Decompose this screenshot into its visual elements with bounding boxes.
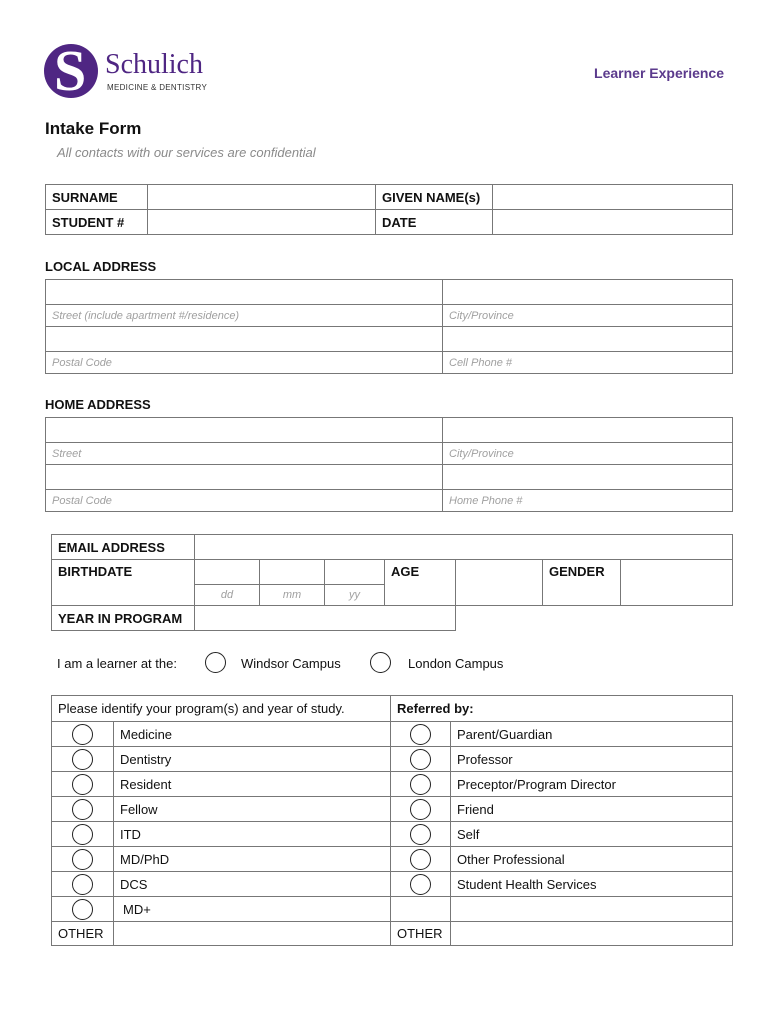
program-dcs-label: DCS (114, 872, 391, 897)
cell-phone-field[interactable] (443, 327, 733, 352)
referred-self-label: Self (451, 822, 733, 847)
local-address-table (45, 279, 733, 374)
home-address-table (45, 417, 733, 512)
local-city-field[interactable] (443, 280, 733, 305)
birthdate-mm-field[interactable] (260, 560, 325, 585)
learner-experience-label: Learner Experience (594, 65, 724, 81)
program-medicine-label: Medicine (114, 722, 391, 747)
student-health-services-radio[interactable] (410, 874, 431, 895)
birthdate-dd-caption: dd (195, 585, 260, 606)
referred-professor-label: Professor (451, 747, 733, 772)
home-phone-caption: Home Phone # (443, 490, 733, 512)
dcs-radio[interactable] (72, 874, 93, 895)
cell-phone-caption: Cell Phone # (443, 352, 733, 374)
fellow-radio[interactable] (72, 799, 93, 820)
self-radio[interactable] (410, 824, 431, 845)
program-resident-label: Resident (114, 772, 391, 797)
program-heading: Please identify your program(s) and year of study. (52, 696, 391, 722)
age-field[interactable] (456, 560, 543, 606)
dentistry-radio[interactable] (72, 749, 93, 770)
birthdate-dd-field[interactable] (195, 560, 260, 585)
home-address-heading: HOME ADDRESS (45, 397, 151, 412)
schulich-logo (44, 38, 214, 103)
campus-label: I am a learner at the: (57, 656, 177, 671)
home-phone-field[interactable] (443, 465, 733, 490)
program-other-label: OTHER (52, 922, 114, 946)
local-street-field[interactable] (46, 280, 443, 305)
professor-radio[interactable] (410, 749, 431, 770)
resident-radio[interactable] (72, 774, 93, 795)
student-number-label: STUDENT # (46, 210, 148, 235)
london-campus-radio[interactable] (370, 652, 391, 673)
program-md-plus-label: MD+ (114, 897, 391, 922)
program-fellow-label: Fellow (114, 797, 391, 822)
year-in-program-field[interactable] (195, 606, 456, 631)
surname-field[interactable] (148, 185, 376, 210)
referred-other-professional-label: Other Professional (451, 847, 733, 872)
surname-label: SURNAME (46, 185, 148, 210)
london-campus-label: London Campus (408, 656, 504, 671)
friend-radio[interactable] (410, 799, 431, 820)
email-field[interactable] (195, 535, 733, 560)
date-field[interactable] (493, 210, 733, 235)
md-phd-radio[interactable] (72, 849, 93, 870)
local-street-caption: Street (include apartment #/residence) (46, 305, 443, 327)
referred-student-health-label: Student Health Services (451, 872, 733, 897)
student-number-field[interactable] (148, 210, 376, 235)
medicine-radio[interactable] (72, 724, 93, 745)
personal-info-table (51, 534, 733, 631)
windsor-campus-radio[interactable] (205, 652, 226, 673)
home-street-field[interactable] (46, 418, 443, 443)
identity-table (45, 184, 733, 235)
referred-preceptor-label: Preceptor/Program Director (451, 772, 733, 797)
logo-brand-subtitle: MEDICINE & DENTISTRY (107, 83, 208, 92)
date-label: DATE (376, 210, 493, 235)
parent-guardian-radio[interactable] (410, 724, 431, 745)
birthdate-yy-caption: yy (325, 585, 385, 606)
local-postal-caption: Postal Code (46, 352, 443, 374)
birthdate-yy-field[interactable] (325, 560, 385, 585)
local-city-caption: City/Province (443, 305, 733, 327)
birthdate-label: BIRTHDATE (52, 560, 195, 606)
gender-label: GENDER (543, 560, 621, 606)
program-dentistry-label: Dentistry (114, 747, 391, 772)
gender-field[interactable] (621, 560, 733, 606)
given-names-field[interactable] (493, 185, 733, 210)
schulich-logo-mark: S (44, 44, 98, 98)
windsor-campus-label: Windsor Campus (241, 656, 341, 671)
home-postal-caption: Postal Code (46, 490, 443, 512)
referred-parent-label: Parent/Guardian (451, 722, 733, 747)
home-postal-field[interactable] (46, 465, 443, 490)
birthdate-mm-caption: mm (260, 585, 325, 606)
program-other-field[interactable] (114, 922, 391, 946)
program-itd-label: ITD (114, 822, 391, 847)
year-in-program-label: YEAR IN PROGRAM (52, 606, 195, 631)
referred-other-label: OTHER (391, 922, 451, 946)
given-names-label: GIVEN NAME(s) (376, 185, 493, 210)
referred-friend-label: Friend (451, 797, 733, 822)
preceptor-radio[interactable] (410, 774, 431, 795)
form-title: Intake Form (45, 119, 142, 138)
program-md-phd-label: MD/PhD (114, 847, 391, 872)
program-referral-table (51, 695, 733, 946)
email-label: EMAIL ADDRESS (52, 535, 195, 560)
home-street-caption: Street (46, 443, 443, 465)
local-address-heading: LOCAL ADDRESS (45, 259, 157, 274)
home-city-field[interactable] (443, 418, 733, 443)
itd-radio[interactable] (72, 824, 93, 845)
age-label: AGE (385, 560, 456, 606)
logo-brand-name: Schulich (105, 49, 203, 80)
local-postal-field[interactable] (46, 327, 443, 352)
referred-heading: Referred by: (391, 696, 733, 722)
home-city-caption: City/Province (443, 443, 733, 465)
referred-other-field[interactable] (451, 922, 733, 946)
md-plus-radio[interactable] (72, 899, 93, 920)
form-subtitle: All contacts with our services are confidential (57, 145, 316, 160)
other-professional-radio[interactable] (410, 849, 431, 870)
